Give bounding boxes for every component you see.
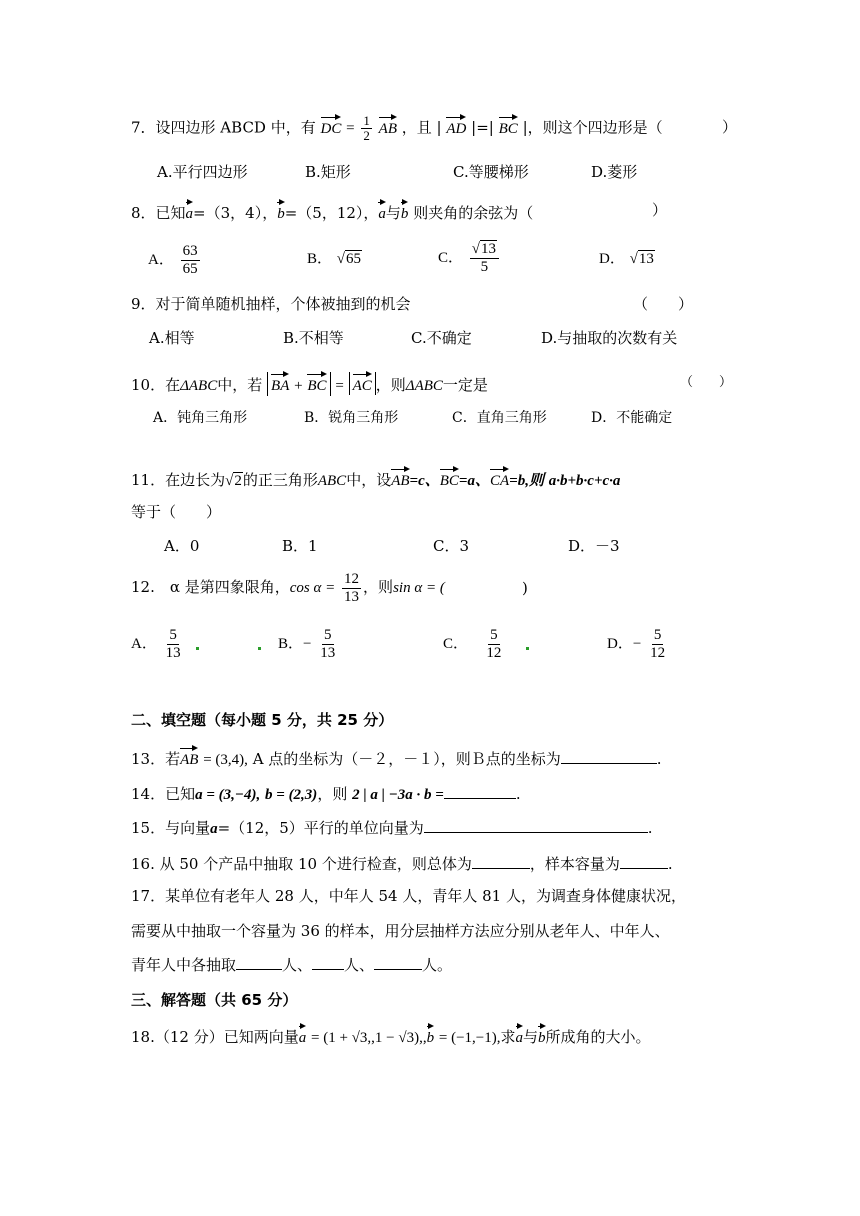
q12-stem: 12. α 是第四象限角，cos α = $\frac{12}{13}$ ，则sin α = ( bbox=[131, 570, 445, 605]
answer-blank[interactable] bbox=[236, 955, 282, 970]
q12-option-d: D．− $\frac{5}{12}$ bbox=[607, 626, 666, 661]
q9-stem: 9．对于简单随机抽样，个体被抽到的机会 bbox=[131, 295, 411, 313]
vector-ac: AC bbox=[353, 372, 372, 393]
q11-option-b: B．1 bbox=[282, 537, 318, 555]
vector-a: a bbox=[378, 200, 386, 221]
q10-option-a: A．钝角三角形 bbox=[153, 410, 248, 426]
q10-paren: （ ） bbox=[680, 375, 733, 390]
q10-stem: 10．在ΔABC中，若 BA + BC = AC ，则ΔABC一定是 bbox=[131, 372, 488, 396]
q17-line2: 需要从中抽取一个容量为 36 的样本，用分层抽样方法应分别从老年人、中年人、 bbox=[131, 922, 670, 940]
vector-ba: BA bbox=[271, 372, 289, 393]
vector-ab: AB bbox=[180, 746, 198, 767]
q9-option-a: A.相等 bbox=[149, 329, 195, 347]
section-2-title: 二、填空题（每小题 5 分，共 25 分） bbox=[131, 711, 394, 729]
answer-blank[interactable] bbox=[472, 854, 530, 869]
q9-option-c: C.不确定 bbox=[411, 329, 472, 347]
vector-a: a bbox=[516, 1024, 524, 1045]
vector-bc: BC bbox=[307, 372, 326, 393]
q9-option-d: D.与抽取的次数有关 bbox=[541, 329, 678, 347]
q7-stem: 7．设四边形 ABCD 中，有 DC = $\frac{1}{2}$ AB ，且 | AD |=| BC |，则这个四边形是（ bbox=[131, 113, 663, 143]
q9-option-b: B.不相等 bbox=[283, 329, 344, 347]
answer-blank[interactable] bbox=[620, 854, 668, 869]
fraction-half: $\frac{1}{2}$ bbox=[363, 113, 370, 143]
vector-dc: DC bbox=[321, 115, 342, 136]
sqrt-13: √13 bbox=[629, 251, 654, 267]
vector-a: a bbox=[299, 1024, 307, 1045]
section-3-title: 三、解答题（共 65 分） bbox=[131, 991, 298, 1009]
q7-option-d: D.菱形 bbox=[591, 163, 638, 181]
q7-option-a: A.平行四边形 bbox=[157, 163, 248, 181]
answer-blank[interactable] bbox=[424, 818, 648, 833]
sqrt-65: √65 bbox=[336, 251, 362, 267]
vector-b: b bbox=[277, 200, 285, 221]
q10-option-b: B．锐角三角形 bbox=[304, 410, 399, 426]
q17-line1: 17．某单位有老年人 28 人，中年人 54 人，青年人 81 人，为调查身体健康状况， bbox=[131, 887, 686, 905]
answer-blank[interactable] bbox=[312, 955, 344, 970]
q15-stem: 15．与向量a=（12，5）平行的单位向量为 . bbox=[131, 819, 653, 837]
answer-blank[interactable] bbox=[561, 749, 657, 764]
q7-option-b: B.矩形 bbox=[305, 163, 351, 181]
q18-stem: 18.（12 分）已知两向量a = (1 + √3,,1 − √3),,b = (−1,−1),求a与b所成角的大小。 bbox=[131, 1024, 651, 1048]
q11-option-a: A．0 bbox=[164, 537, 200, 555]
vector-a: a bbox=[186, 200, 194, 221]
q12-paren-close: ) bbox=[522, 579, 528, 597]
vector-ca: CA bbox=[490, 467, 509, 488]
q10-option-c: C．直角三角形 bbox=[452, 410, 547, 426]
q8-option-b: B． √65 bbox=[307, 251, 362, 267]
q11-line2: 等于（ ） bbox=[131, 503, 222, 521]
vector-b: b bbox=[538, 1024, 546, 1045]
vector-b: b bbox=[427, 1024, 435, 1045]
q8-option-c: C． $\frac{√13}{5}$ bbox=[438, 240, 501, 276]
sqrt-2: √2 bbox=[225, 473, 242, 489]
q10-option-d: D．不能确定 bbox=[591, 410, 673, 426]
decorative-dot bbox=[258, 647, 261, 650]
vector-ad: AD bbox=[446, 115, 466, 136]
fraction-12-13: $\frac{12}{13}$ bbox=[344, 570, 360, 605]
answer-blank[interactable] bbox=[444, 784, 516, 799]
q13-stem: 13．若AB = (3,4), A 点的坐标为（－２，－１），则Ｂ点的坐标为 . bbox=[131, 746, 662, 770]
q7-option-c: C.等腰梯形 bbox=[453, 163, 529, 181]
q8-stem: 8．已知a=（3，4），b=（5，12），a与b 则夹角的余弦为（ bbox=[131, 200, 533, 223]
vector-ab: AB bbox=[379, 115, 397, 136]
vector-ab: AB bbox=[391, 467, 409, 488]
q16-stem: 16. 从 50 个产品中抽取 10 个进行检查，则总体为 ，样本容量为 . bbox=[131, 855, 673, 873]
vector-bc: BC bbox=[499, 115, 518, 136]
q14-stem: 14．已知a = (3,−4), b = (2,3)，则 2 | a | −3a · b = . bbox=[131, 785, 521, 803]
q9-paren: （ ） bbox=[633, 295, 694, 313]
q11-option-c: C．3 bbox=[433, 537, 470, 555]
q17-line3: 青年人中各抽取 人、 人、 人。 bbox=[131, 956, 453, 974]
q11-option-d: D．－3 bbox=[568, 537, 620, 555]
q12-option-b: B．− $\frac{5}{13}$ bbox=[278, 626, 336, 661]
vector-bc: BC bbox=[440, 467, 459, 488]
sqrt-13: √13 bbox=[471, 240, 497, 257]
fraction-63-65: $\frac{63}{65}$ bbox=[182, 242, 198, 277]
vector-b: b bbox=[401, 200, 409, 221]
q12-option-a: A． $\frac{5}{13}$ bbox=[131, 626, 181, 661]
q8-paren-close: ） bbox=[652, 201, 668, 219]
q8-option-a: A． $\frac{63}{65}$ bbox=[148, 242, 198, 277]
q12-option-c: C． $\frac{5}{12}$ bbox=[443, 626, 502, 661]
q11-stem: 11．在边长为√2的正三角形ABC中，设AB=c、BC=a、CA=b,则 a·b+b·c+c·a bbox=[131, 467, 620, 491]
decorative-dot bbox=[196, 647, 199, 650]
answer-blank[interactable] bbox=[374, 955, 422, 970]
decorative-dot bbox=[526, 647, 529, 650]
q8-option-d: D． √13 bbox=[599, 251, 654, 267]
q7-paren-close: ） bbox=[722, 118, 738, 136]
